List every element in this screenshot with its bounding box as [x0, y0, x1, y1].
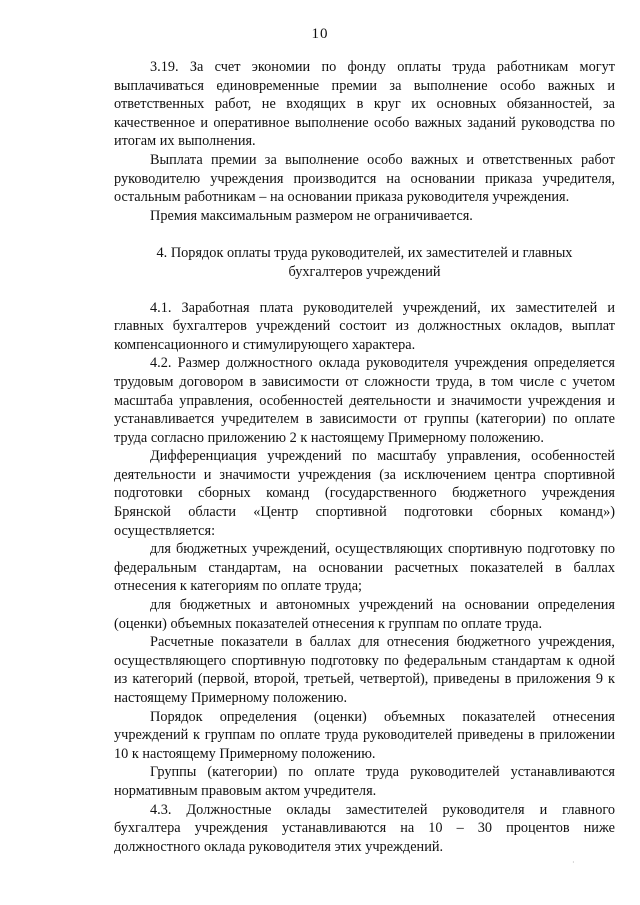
paragraph-autonomous-institutions: для бюджетных и автономных учреждений на основании определения (оценки) объемных показателей отнесения к группам по оплате труда. [114, 597, 615, 632]
paragraph-4-3: 4.3. Должностные оклады заместителей руководителя и главного бухгалтера учреждения устанавливаются на 10 – 30 процентов ниже должностного оклада руководителя этих учреждений. [114, 801, 615, 855]
paragraph-budget-institutions: для бюджетных учреждений, осуществляющих спортивную подготовку по федеральным стандартам, на основании расчетных показателей в баллах отнесения к категориям по оплате труда; [114, 541, 615, 595]
paragraph-bonus-payment: Выплата премии за выполнение особо важных и ответственных работ руководителю учреждения производится на основании приказа учредителя, остальным работникам – на основании приказа руководителя учреждения. [114, 151, 615, 206]
document-body [114, 58, 615, 856]
paragraph-bonus-limit: Премия максимальным размером не ограничивается. [150, 207, 473, 224]
scan-mark: · [572, 858, 575, 867]
paragraph-4-1: 4.1. Заработная плата руководителей учреждений, их заместителей и главных бухгалтеров учреждений состоит из должностных окладов, выплат компенсационного и стимулирующего характера. [114, 299, 615, 353]
section-heading [144, 244, 585, 281]
paragraph-volume-indicators: Порядок определения (оценки) объемных показателей отнесения учреждений к группам по оплате труда руководителей приведены в приложении 10 к настоящему Примерному положению. [114, 708, 615, 762]
section-heading-line-2: бухгалтеров учреждений [288, 263, 441, 280]
page-number: 10 [311, 26, 329, 42]
paragraph-4-2: 4.2. Размер должностного оклада руководителя учреждения определяется трудовым договором в зависимости от сложности труда, в том числе с учетом масштаба управления, особенностей деятельности и значимости учреждения и устанавливается учредителем в зависимости от группы (категории) по оплате труда согласно приложению 2 к настоящему Примерному положению. [114, 355, 615, 446]
paragraph-differentiation: Дифференциация учреждений по масштабу управления, особенностей деятельности и значимости учреждения (за исключением центра спортивной подготовки сборных команд (государственного бюджетного учреждения Брянской области «Центр спортивной подготовки сборных команд») осуществляется: [114, 448, 615, 539]
paragraph-groups-categories: Группы (категории) по оплате труда руководителей устанавливаются нормативным правовым актом учредителя. [114, 764, 615, 799]
section-heading-line-1: 4. Порядок оплаты труда руководителей, их заместителей и главных [156, 245, 573, 262]
paragraph-3-19: 3.19. За счет экономии по фонду оплаты труда работникам могут выплачиваться единовременные премии за выполнение особо важных и ответственных работ, не входящих в круг их основных обязанностей, за качественное и оперативное выполнение особо важных заданий руководства по итогам их выполнения. [114, 59, 615, 150]
paragraph-calculated-indicators: Расчетные показатели в баллах для отнесения бюджетного учреждения, осуществляющего спортивную подготовку по федеральным стандартам к одной из категорий (первой, второй, третьей, четвертой), приведены в приложения 9 к настоящему Примерному положению. [114, 634, 615, 706]
